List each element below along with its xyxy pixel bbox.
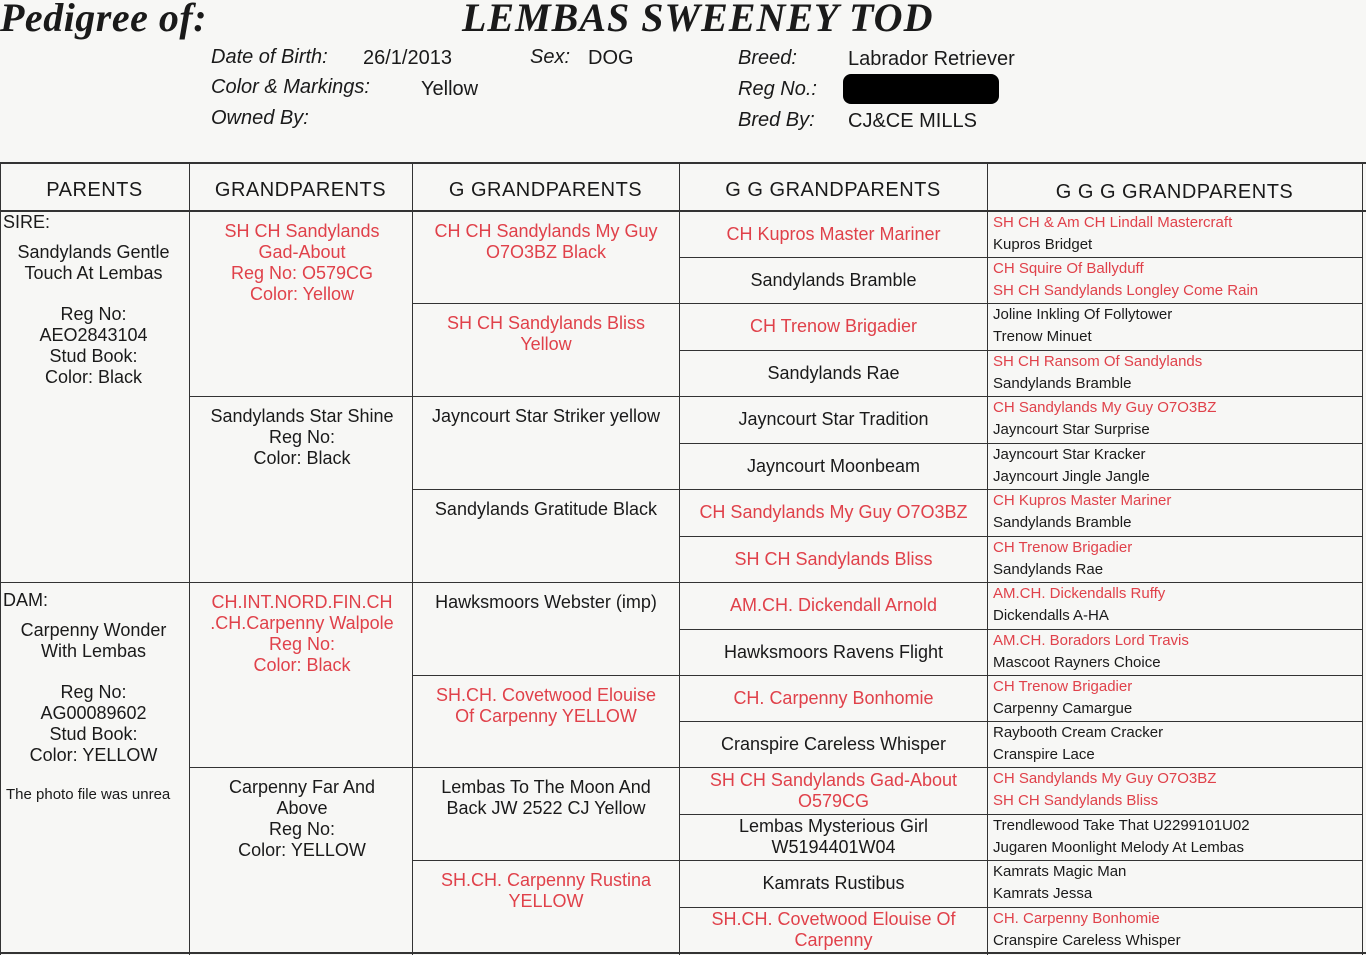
grandparents-line: Sandylands Star Shine — [210, 406, 394, 426]
gg_grandparents-cell — [681, 721, 986, 767]
gg_grandparents-cell — [681, 860, 986, 907]
ggggp-divider-4 — [987, 396, 1362, 397]
g_grandparents-line: Sandylands Gratitude Black — [434, 499, 658, 519]
sire-cell — [6, 242, 181, 388]
ggg-grandparent-entry: Sandylands Bramble — [993, 375, 1132, 392]
g_grandparents-line: Jayncourt Star Striker yellow — [431, 406, 661, 426]
dam-label: DAM: — [3, 590, 48, 610]
ggp-divider-2 — [412, 396, 679, 397]
g_grandparents-cell — [414, 406, 678, 489]
ggg-grandparent-entry: Raybooth Cream Cracker — [993, 724, 1164, 741]
gg_grandparents-line: Jayncourt Moonbeam — [746, 455, 921, 476]
grandparents-line: Color: Black — [253, 448, 351, 468]
color-label: Color & Markings: — [211, 76, 370, 98]
ggg-grandparent-entry: CH. Carpenny Bonhomie — [993, 910, 1160, 927]
gg_grandparents-cell — [681, 582, 986, 629]
ggg-grandparent-entry: CH Sandylands My Guy O7O3BZ — [993, 770, 1217, 787]
grandparents-line: Color: YELLOW — [238, 840, 366, 860]
dog-name: LEMBAS SWEENEY TOD — [462, 0, 934, 40]
grandparents-line: Color: Yellow — [249, 284, 355, 304]
g_grandparents-line: YELLOW — [508, 891, 584, 911]
gg_grandparents-line: Jayncourt Star Tradition — [738, 409, 929, 429]
ggg-grandparent-entry: SH CH & Am CH Lindall Mastercraft — [993, 214, 1233, 231]
grandparents-line: Reg No: — [268, 634, 336, 654]
gp-divider-1 — [189, 396, 412, 397]
sex-label: Sex: — [530, 46, 571, 68]
parents-divider — [0, 582, 189, 583]
ggg-grandparent-entry: Sandylands Bramble — [993, 514, 1132, 531]
gg_grandparents-cell — [681, 536, 986, 582]
gg_grandparents-cell — [681, 257, 986, 303]
gg_grandparents-line: W5194401W04 — [771, 837, 896, 857]
col-border-0 — [0, 163, 1, 955]
col-header-gg-grandparents: G G GRANDPARENTS — [725, 178, 941, 201]
sire-reg-number: AEO2843104 — [39, 325, 148, 345]
grandparents-cell — [192, 406, 412, 582]
gg_grandparents-cell — [681, 767, 986, 814]
grandparents-line: .CH.Carpenny Walpole — [210, 613, 394, 633]
gg_grandparents-line: SH CH Sandylands Bliss — [734, 548, 933, 569]
ggg-grandparent-entry: Joline Inkling Of Follytower — [993, 306, 1173, 323]
gg_grandparents-line: CH Kupros Master Mariner — [726, 223, 941, 244]
g_grandparents-cell — [414, 685, 678, 767]
gg_grandparents-cell — [681, 814, 986, 860]
ggg-grandparent-entry: AM.CH. Dickendalls Ruffy — [993, 585, 1166, 602]
ggggp-divider-5 — [987, 443, 1362, 444]
ggggp-divider-3 — [987, 350, 1362, 351]
ggg-grandparent-entry: Cranspire Careless Whisper — [993, 932, 1181, 949]
sire-reg-label: Reg No: — [60, 304, 127, 324]
gg_grandparents-cell — [681, 443, 986, 489]
dam-stud-book: Stud Book: — [49, 724, 138, 744]
g_grandparents-cell — [414, 592, 678, 675]
ggg-grandparent-entry: SH CH Sandylands Longley Come Rain — [993, 282, 1259, 299]
col-border-5 — [1362, 163, 1363, 955]
sex-value: DOG — [588, 47, 634, 69]
ggggp-divider-8 — [987, 582, 1362, 583]
ggggp-divider-13 — [987, 814, 1362, 815]
grandparents-line: CH.INT.NORD.FIN.CH — [211, 592, 393, 612]
ggg-grandparent-entry: CH Trenow Brigadier — [993, 678, 1133, 695]
col-header-ggg-grandparents: G G G GRANDPARENTS — [1055, 180, 1294, 203]
grandparents-line: Gad-About — [258, 242, 346, 262]
color-value: Yellow — [421, 78, 479, 100]
col-border-2 — [412, 163, 413, 955]
sire-label: SIRE: — [3, 212, 51, 232]
owned-label: Owned By: — [211, 107, 309, 129]
dam-photo-note: The photo file was unrea — [6, 786, 171, 803]
ggp-divider-1 — [412, 303, 679, 304]
pedigree-title: Pedigree of: — [0, 0, 208, 40]
ggp-divider-7 — [412, 860, 679, 861]
grandparents-line: Reg No: — [268, 427, 336, 447]
gg_grandparents-line: Carpenny — [794, 930, 873, 950]
ggggp-divider-7 — [987, 536, 1362, 537]
ggg-grandparent-entry: SH CH Sandylands Bliss — [993, 792, 1159, 809]
col-header-parents: PARENTS — [46, 178, 143, 201]
ggggp-divider-10 — [987, 675, 1362, 676]
ggg-grandparent-entry: Kamrats Jessa — [993, 885, 1093, 902]
ggggp-divider-1 — [987, 257, 1362, 258]
grandparents-line: Reg No: O579CG — [230, 263, 374, 283]
ggp-divider-4 — [412, 582, 679, 583]
breed-label: Breed: — [738, 47, 797, 69]
gg_grandparents-line: SH.CH. Covetwood Elouise Of — [711, 909, 956, 929]
gg_grandparents-cell — [681, 675, 986, 721]
gg_grandparents-line: SH CH Sandylands Gad-About — [709, 769, 958, 790]
g_grandparents-line: Back JW 2522 CJ Yellow — [446, 798, 646, 818]
gg_grandparents-line: O579CG — [797, 790, 870, 811]
gg_grandparents-cell — [681, 907, 986, 953]
gg_grandparents-line: Hawksmoors Ravens Flight — [723, 641, 944, 662]
sire-name: Sandylands Gentle Touch At Lembas — [17, 242, 170, 283]
g_grandparents-cell — [414, 870, 678, 953]
gg_grandparents-line: Kamrats Rustibus — [762, 873, 905, 893]
gg_grandparents-line: CH. Carpenny Bonhomie — [733, 687, 934, 708]
grandparents-line: Above — [276, 798, 328, 818]
gg_grandparents-line: Sandylands Rae — [767, 362, 900, 383]
col-header-grandparents: GRANDPARENTS — [214, 178, 387, 201]
ggg-grandparent-entry: Trendlewood Take That U2299101U02 — [993, 817, 1250, 834]
gg_grandparents-cell — [681, 489, 986, 536]
dam-color: Color: YELLOW — [29, 745, 158, 765]
g_grandparents-line: Yellow — [520, 334, 572, 354]
ggp-divider-6 — [412, 767, 679, 768]
ggp-divider-3 — [412, 489, 679, 490]
dam-cell — [6, 620, 181, 766]
g_grandparents-line: SH CH Sandylands Bliss — [446, 313, 646, 333]
ggg-grandparent-entry: CH Squire Of Ballyduff — [993, 260, 1144, 277]
gg_grandparents-cell — [681, 350, 986, 396]
ggggp-divider-6 — [987, 489, 1362, 490]
ggg-grandparent-entry: Trenow Minuet — [993, 328, 1092, 345]
ggggp-divider-2 — [987, 303, 1362, 304]
ggggp-divider-15 — [987, 907, 1362, 908]
ggggp-divider-14 — [987, 860, 1362, 861]
grandparents-cell — [192, 592, 412, 767]
g_grandparents-cell — [414, 313, 678, 396]
ggg-grandparent-entry: Dickendalls A-HA — [993, 607, 1109, 624]
g_grandparents-line: SH.CH. Covetwood Elouise — [435, 685, 657, 705]
g_grandparents-cell — [414, 777, 678, 860]
ggg-grandparent-entry: Jayncourt Star Kracker — [993, 446, 1146, 463]
g_grandparents-cell — [414, 221, 678, 303]
ggg-grandparent-entry: CH Trenow Brigadier — [993, 539, 1133, 556]
grandparents-line: Reg No: — [268, 819, 336, 839]
dam-reg-number: AG00089602 — [40, 703, 147, 723]
ggg-grandparent-entry: SH CH Ransom Of Sandylands — [993, 353, 1203, 370]
dob-value: 26/1/2013 — [363, 47, 452, 69]
gg_grandparents-line: Lembas Mysterious Girl — [738, 816, 929, 836]
g_grandparents-line: Lembas To The Moon And — [441, 777, 651, 797]
gp-divider-3 — [189, 767, 412, 768]
sire-stud-book: Stud Book: — [49, 346, 138, 366]
bred-label: Bred By: — [738, 109, 815, 131]
dam-name: Carpenny Wonder With Lembas — [20, 620, 167, 661]
breed-value: Labrador Retriever — [848, 48, 1015, 70]
g_grandparents-line: CH CH Sandylands My Guy — [434, 221, 658, 241]
ggp-divider-5 — [412, 675, 679, 676]
gg_grandparents-cell — [681, 396, 986, 443]
table-top-border — [0, 162, 1366, 164]
ggg-grandparent-entry: Kupros Bridget — [993, 236, 1093, 253]
gg_grandparents-cell — [681, 629, 986, 675]
ggg-grandparent-entry: CH Sandylands My Guy O7O3BZ — [993, 399, 1217, 416]
col-border-4 — [987, 163, 988, 955]
gg_grandparents-line: CH Trenow Brigadier — [749, 316, 918, 336]
grandparents-cell — [192, 777, 412, 953]
col-border-1 — [189, 163, 190, 955]
col-border-3 — [679, 163, 680, 955]
g_grandparents-cell — [414, 499, 678, 582]
ggggp-divider-11 — [987, 721, 1362, 722]
ggg-grandparent-entry: CH Kupros Master Mariner — [993, 492, 1172, 509]
grandparents-cell — [192, 221, 412, 396]
col-header-g-grandparents: G GRANDPARENTS — [448, 178, 643, 201]
grandparents-line: Color: Black — [253, 655, 351, 675]
sire-color: Color: Black — [44, 367, 143, 387]
gg_grandparents-line: CH Sandylands My Guy O7O3BZ — [699, 502, 968, 522]
reg-label: Reg No.: — [738, 78, 817, 100]
ggg-grandparent-entry: Jayncourt Star Surprise — [993, 421, 1150, 438]
ggg-grandparent-entry: AM.CH. Boradors Lord Travis — [993, 632, 1189, 649]
dam-reg-label: Reg No: — [60, 682, 127, 702]
bred-by-value: CJ&CE MILLS — [848, 110, 977, 132]
ggg-grandparent-entry: Cranspire Lace — [993, 746, 1095, 763]
ggg-grandparent-entry: Jayncourt Jingle Jangle — [993, 468, 1150, 485]
grandparents-line: SH CH Sandylands — [224, 221, 380, 241]
ggg-grandparent-entry: Mascoot Rayners Choice — [993, 654, 1161, 671]
ggggp-divider-12 — [987, 767, 1362, 768]
g_grandparents-line: SH.CH. Carpenny Rustina — [440, 870, 652, 890]
gp-divider-2 — [189, 582, 412, 583]
ggg-grandparent-entry: Carpenny Camargue — [993, 700, 1133, 717]
gg_grandparents-line: Sandylands Bramble — [750, 269, 917, 290]
dob-label: Date of Birth: — [211, 46, 328, 68]
gg_grandparents-cell — [681, 303, 986, 350]
gg_grandparents-line: AM.CH. Dickendall Arnold — [729, 595, 938, 615]
gg_grandparents-line: Cranspire Careless Whisper — [720, 733, 947, 754]
g_grandparents-line: Hawksmoors Webster (imp) — [435, 592, 657, 612]
ggg-grandparent-entry: Kamrats Magic Man — [993, 863, 1127, 880]
ggg-grandparent-entry: Sandylands Rae — [993, 561, 1104, 578]
ggg-grandparent-entry: Jugaren Moonlight Melody At Lembas — [993, 839, 1244, 856]
g_grandparents-line: Of Carpenny YELLOW — [455, 706, 637, 726]
grandparents-line: Carpenny Far And — [228, 777, 376, 797]
g_grandparents-line: O7O3BZ Black — [485, 242, 607, 262]
gg_grandparents-cell — [681, 211, 986, 257]
ggggp-divider-9 — [987, 629, 1362, 630]
